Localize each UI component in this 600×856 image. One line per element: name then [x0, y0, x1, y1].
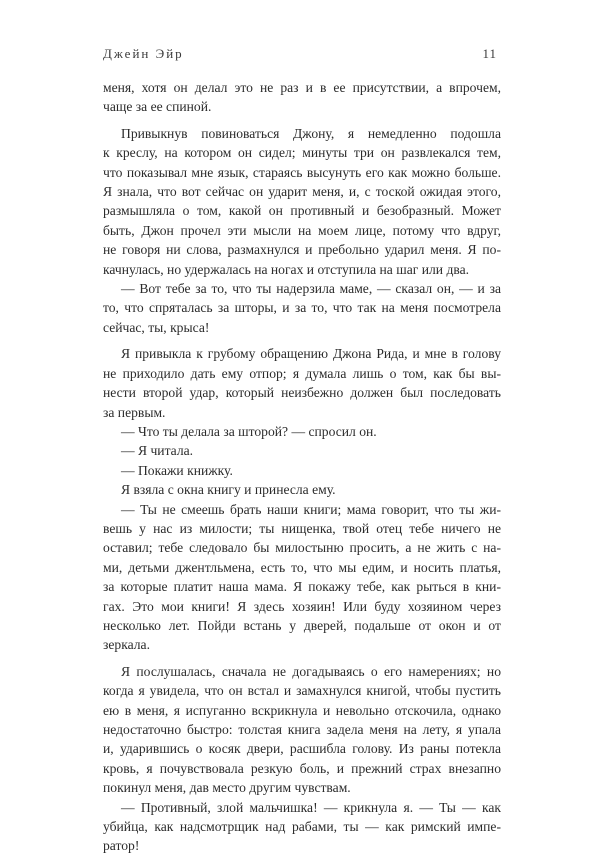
- text-line: вешь у нас из милости; ты нищенка, твой отец тебе ничего не: [103, 520, 501, 536]
- text-line: за первым.: [103, 404, 166, 420]
- text-line: — Противный, злой мальчишка! — крикнула я. — Ты — как: [121, 799, 501, 815]
- page-number: 11: [482, 46, 497, 61]
- text-line: недостаточно быстро: толстая книга задела меня на лету, я упала: [103, 722, 501, 737]
- paragraph-gap: [103, 337, 501, 344]
- text-line: за которые платит наша мама. Я покажу тебе, как рыться в кни-: [103, 579, 501, 595]
- text-line: ею в меня, я испуганно вскрикнула и невольно отскочила, однако: [103, 702, 501, 718]
- text-line: несколько лет. Пойди встань у дверей, подальше от окон и от: [103, 617, 501, 633]
- body-text: [103, 78, 501, 856]
- text-line: оставил; тебе следовало бы милостыню просить, а не жить с на-: [103, 540, 501, 556]
- paragraph: [103, 279, 501, 337]
- text-line: не приходило дать ему отпор; я думала лишь о том, как бы вы-: [103, 365, 501, 381]
- text-line: нести второй удар, который неизбежно должен был последовать: [103, 385, 501, 401]
- text-line: — Я читала.: [121, 443, 194, 459]
- text-line: к креслу, на котором он сидел; минуты три он развлекался тем,: [103, 145, 501, 161]
- text-line: Привыкнув повиноваться Джону, я немедленно подошла: [121, 125, 501, 141]
- paragraph: [103, 422, 501, 441]
- text-line: — Покажи книжку.: [121, 462, 233, 478]
- text-line: чаще за ее спиной.: [103, 99, 212, 115]
- paragraph: [103, 500, 501, 655]
- text-line: — Ты не смеешь брать наши книги; мама говорит, что ты жи-: [121, 501, 501, 517]
- text-line: ми, детьми джентльмена, есть то, что мы едим, и носить платья,: [103, 559, 501, 575]
- text-line: не говоря ни слова, размахнулся и пребольно ударил меня. Я по-: [103, 242, 501, 258]
- book-title: Джейн Эйр: [103, 46, 184, 61]
- text-line: то, что спряталась за шторы, и за то, что так на меня посмотрела: [103, 300, 501, 316]
- paragraph: [103, 480, 501, 499]
- text-line: кровь, я почувствовала резкую боль, и прежний страх внезапно: [103, 760, 501, 776]
- text-line: убийца, как надсмотрщик над рабами, ты — как римский импе-: [103, 819, 501, 835]
- paragraph: [103, 441, 501, 460]
- paragraph: [103, 662, 501, 798]
- text-line: меня, хотя он делал это не раз и в ее присутствии, а впрочем,: [103, 80, 501, 95]
- text-line: сейчас, ты, крыса!: [103, 319, 210, 335]
- text-line: и, ударившись о косяк двери, расшибла голову. Из раны потекла: [103, 741, 501, 757]
- text-line: — Что ты делала за шторой? — спросил он.: [121, 423, 377, 439]
- paragraph: [103, 798, 501, 856]
- text-line: Я взяла с окна книгу и принесла ему.: [121, 482, 336, 498]
- text-line: Я привыкла к грубому обращению Джона Рида, и мне в голову: [121, 346, 501, 362]
- paragraph: [103, 344, 501, 422]
- text-line: Я знала, что вот сейчас он ударит меня, и, с тоской ожидая этого,: [103, 184, 501, 200]
- text-line: что показывал мне язык, стараясь высунуть его как можно больше.: [103, 164, 501, 180]
- text-line: покинул меня, дав место другим чувствам.: [103, 780, 351, 796]
- paragraph: [103, 124, 501, 279]
- text-line: зеркала.: [103, 637, 150, 653]
- running-header: [103, 46, 497, 66]
- text-line: гах. Это мои книги! Я здесь хозяин! Или буду хозяином через: [103, 598, 501, 614]
- paragraph: [103, 78, 501, 117]
- text-line: быть, Джон прочел эти мысли на моем лице, потому что вдруг,: [103, 222, 501, 238]
- paragraph-gap: [103, 655, 501, 662]
- text-line: когда я увидела, что он встал и замахнулся книгой, чтобы пустить: [103, 683, 501, 699]
- paragraph-gap: [103, 117, 501, 124]
- text-line: ратор!: [103, 838, 140, 854]
- paragraph: [103, 461, 501, 480]
- text-line: качнулась, но удержалась на ногах и отступила на шаг или два.: [103, 261, 470, 277]
- text-line: — Вот тебе за то, что ты надерзила маме, — сказал он, — и за: [121, 281, 501, 297]
- text-line: размышляла о том, какой он противный и безобразный. Может: [103, 203, 501, 219]
- text-line: Я послушалась, сначала не догадываясь о его намерениях; но: [121, 663, 501, 679]
